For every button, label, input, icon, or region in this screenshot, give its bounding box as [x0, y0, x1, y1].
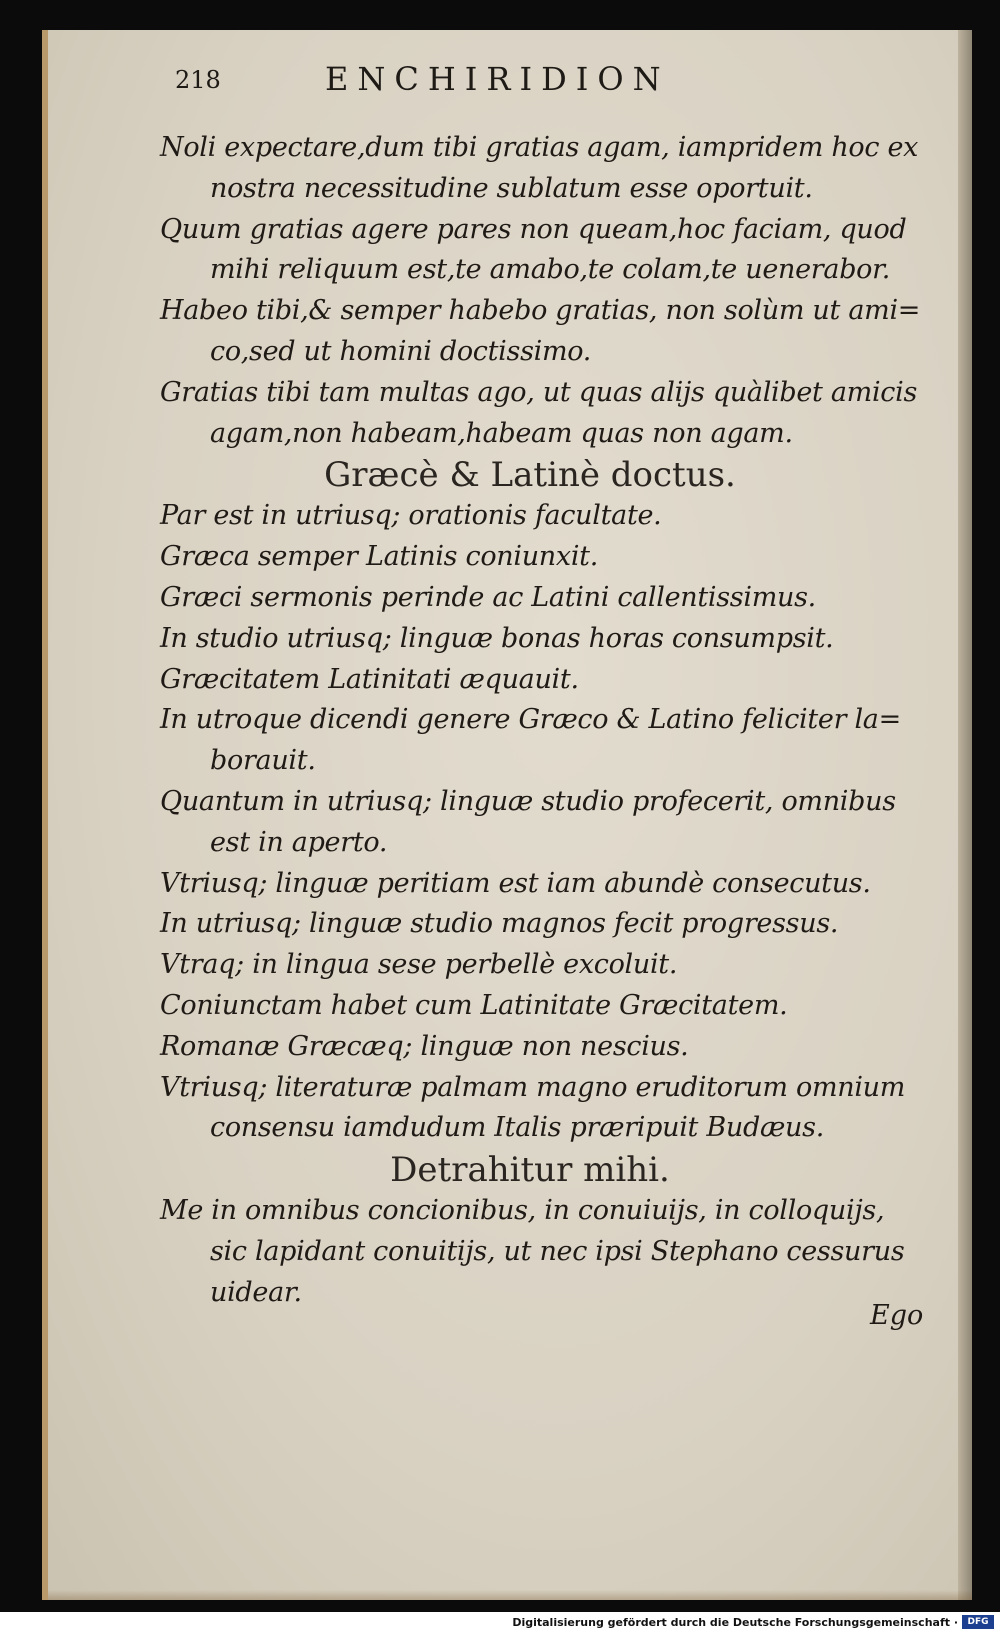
- text-line: Vtriusq; literaturæ palmam magno eruditorum omnium: [160, 1071, 906, 1103]
- text-line: mihi reliquum est,te amabo,te colam,te uenerabor.: [210, 254, 891, 286]
- text-line: In utroque dicendi genere Græco & Latino feliciter la=: [160, 704, 901, 736]
- text-line: Coniunctam habet cum Latinitate Græcitatem.: [160, 989, 788, 1021]
- text-line: est in aperto.: [210, 826, 388, 858]
- text-line: Gratias tibi tam multas ago, ut quas alijs quàlibet amicis: [160, 376, 918, 408]
- funding-notice: Digitalisierung gefördert durch die Deutsche Forschungsgemeinschaft ·: [512, 1616, 958, 1629]
- dfg-logo: DFG: [962, 1615, 994, 1629]
- text-line: Quantum in utriusq; linguæ studio profecerit, omnibus: [160, 785, 896, 817]
- page-shadow: [48, 1590, 972, 1600]
- text-line: consensu iamdudum Italis præripuit Budæus.: [210, 1112, 824, 1144]
- text-line: In studio utriusq; linguæ bonas horas consumpsit.: [160, 622, 834, 654]
- text-line: Græca semper Latinis coniunxit.: [160, 541, 598, 573]
- text-line: sic lapidant conuitijs, ut nec ipsi Stephano cessurus: [210, 1235, 905, 1267]
- running-head: ENCHIRIDION: [325, 60, 670, 98]
- text-line: Habeo tibi,& semper habebo gratias, non solùm ut ami=: [160, 295, 921, 327]
- text-line: agam,non habeam,habeam quas non agam.: [210, 417, 793, 449]
- page-content: [160, 128, 940, 1314]
- section-heading: Græcè & Latinè doctus.: [324, 455, 736, 496]
- text-line: uidear.: [210, 1276, 302, 1308]
- text-line: Quum gratias agere pares non queam,hoc faciam, quod: [160, 213, 907, 245]
- text-line: Romanæ Græcæq; linguæ non nescius.: [160, 1030, 689, 1062]
- catchword: Ego: [870, 1300, 924, 1331]
- text-line: Noli expectare,dum tibi gratias agam, iampridem hoc ex: [160, 132, 919, 163]
- text-line: Vtriusq; linguæ peritiam est iam abundè consecutus.: [160, 867, 871, 899]
- footer-strip: [0, 1612, 1000, 1634]
- text-line: In utriusq; linguæ studio magnos fecit progressus.: [160, 908, 839, 940]
- page-number: 218: [175, 66, 221, 94]
- page-header: [175, 60, 895, 110]
- text-line: Me in omnibus concionibus, in conuiuijs, in colloquijs,: [160, 1195, 885, 1227]
- text-line: co,sed ut homini doctissimo.: [210, 335, 592, 367]
- text-line: nostra necessitudine sublatum esse oportuit.: [210, 172, 813, 204]
- text-line: Par est in utriusq; orationis facultate.: [160, 500, 662, 532]
- text-line: borauit.: [210, 745, 316, 777]
- text-line: Græcitatem Latinitati æquauit.: [160, 663, 579, 695]
- text-line: Græci sermonis perinde ac Latini callentissimus.: [160, 581, 816, 613]
- section-heading: Detrahitur mihi.: [390, 1150, 670, 1191]
- page-edge: [958, 30, 972, 1600]
- text-line: Vtraq; in lingua sese perbellè excoluit.: [160, 949, 678, 981]
